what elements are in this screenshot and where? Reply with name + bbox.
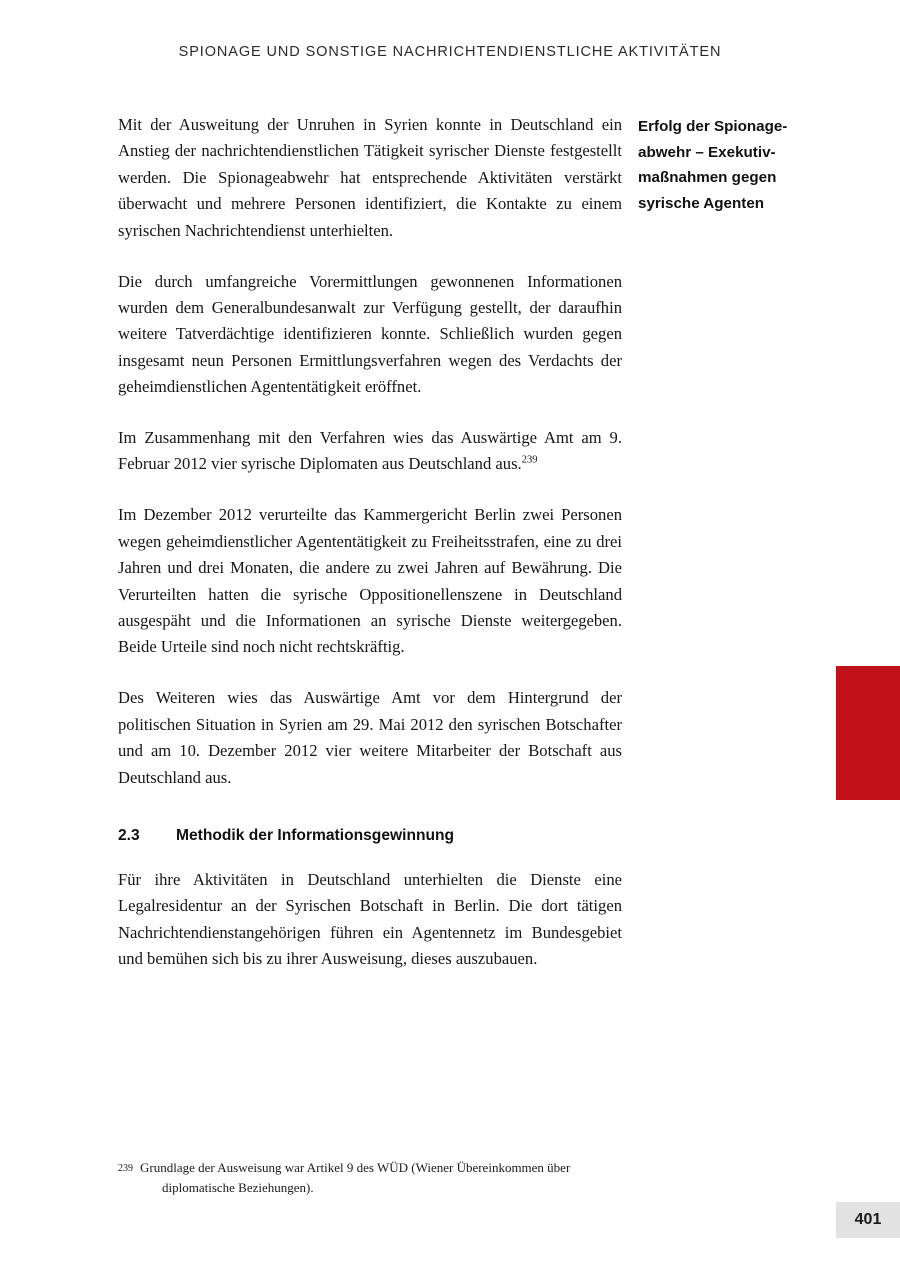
paragraph: Des Weiteren wies das Auswärtige Amt vor dem Hintergrund der politischen Situation in Syrien am 29. Mai 2012 den syrischen Botschafter und am 10. Dezember 2012 vier weitere Mitarbeiter der Botschaft aus Deutschland aus. xyxy=(118,688,622,787)
paragraph: Die durch umfangreiche Vorermittlungen gewonnenen Informationen wurden dem Generalbundesanwalt zur Verfügung gestellt, der daraufhin weitere Tatverdächtige identifizieren konnte. Schließlich wurden gegen insgesamt neun Personen Ermittlungsverfahren wegen des Verdachts der geheimdienstlichen Agententätigkeit eröffnet. xyxy=(118,271,622,397)
footnote-line-1: Grundlage der Ausweisung war Artikel 9 des WÜD (Wiener Übereinkommen über xyxy=(140,1160,571,1175)
section-number: 2.3 xyxy=(118,826,140,844)
paragraph: Für ihre Aktivitäten in Deutschland unterhielten die Dienste eine Legalresidentur an der Syrischen Botschaft in Berlin. Die dort tätigen Nachrichtendienstangehörigen führen ein Agentennetz im Bundesgebiet und bemühen sich bis zu ihrer Ausweisung, dieses auszubauen. xyxy=(118,869,622,969)
running-head: SPIONAGE UND SONSTIGE NACHRICHTENDIENSTLICHE AKTIVITÄTEN xyxy=(178,44,722,60)
paragraph: Mit der Ausweitung der Unruhen in Syrien konnte in Deutschland ein Anstieg der nachrichtendienstlichen Tätigkeit syrischer Dienste festgestellt werden. Die Spionageabwehr hat entsprechende Aktivitäten verstärkt überwacht und mehrere Personen identifiziert, die Kontakte zu einem syrischen Nachrichtendienst unterhielten. xyxy=(118,115,622,240)
footnote-area xyxy=(118,1158,628,1197)
section-heading xyxy=(118,827,622,845)
footnote-number: 239 xyxy=(118,1163,133,1174)
chapter-tab-marker xyxy=(836,666,900,800)
paragraph-with-footnote xyxy=(118,425,622,478)
footnote-reference[interactable]: 239 xyxy=(521,454,538,466)
paragraph: Im Dezember 2012 verurteilte das Kammergericht Berlin zwei Personen wegen geheimdienstlicher Agententätigkeit zu Freiheitsstrafen, eine zu drei Jahren und drei Monaten, die andere zu zwei Jahren auf Bewährung. Die Verurteilten hatten die syrische Oppositionellenszene in Deutschland ausgespäht und die Informationen an syrische Dienste weitergegeben. Beide Urteile sind noch nicht rechtskräftig. xyxy=(118,505,622,657)
page-number: 401 xyxy=(836,1202,900,1238)
footnote-item xyxy=(118,1158,628,1197)
main-text-column xyxy=(118,112,622,973)
paragraph-text: Im Zusammenhang mit den Verfahren wies das Auswärtige Amt am 9. Februar 2012 vier syrische Diplomaten aus Deutschland aus. xyxy=(118,428,622,474)
footnote-line-2: diplomatische Beziehungen). xyxy=(162,1179,314,1195)
section-title: Methodik der Informationsgewinnung xyxy=(176,826,455,844)
footnote-text xyxy=(140,1158,628,1197)
margin-note: Erfolg der Spionageabwehr – Exekutivmaßnahmen gegen syrische Agenten xyxy=(638,118,788,212)
